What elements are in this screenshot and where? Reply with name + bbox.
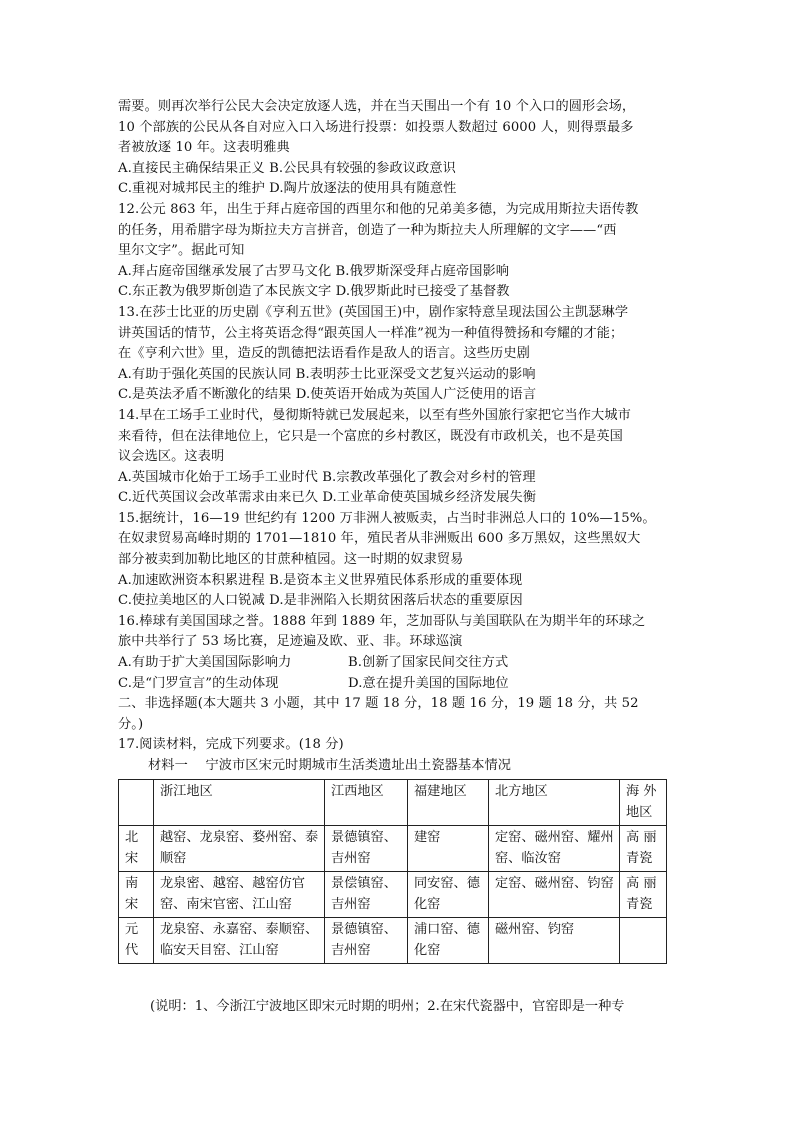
question-text-block [118, 97, 688, 653]
text-line: 来看待，但在法律地位上，它只是一个富庶的乡村教区，既没有市政机关，也不是英国 [118, 428, 623, 444]
table-header-cell: 浙江地区 [154, 779, 325, 825]
text-line: A.直接民主确保结果正义 B.公民具有较强的参政议政意识 [118, 160, 456, 176]
text-line: 10 个部族的公民从各自对应入口入场进行投票：如投票人数超过 6000 人，则得票最多 [118, 119, 634, 135]
table-header-row [119, 779, 667, 825]
text-line: 部分被卖到加勒比地区的甘蔗种植园。这一时期的奴隶贸易 [118, 552, 464, 568]
text-line: 15.据统计，16—19 世纪约有 1200 万非洲人被贩卖，占当时非洲总人口的 10%—15%。 [118, 510, 656, 526]
text-line: A.有助于强化英国的民族认同 B.表明莎士比亚深受文艺复兴运动的影响 [118, 366, 536, 382]
text-line: A.拜占庭帝国继承发展了古罗马文化 B.俄罗斯深受拜占庭帝国影响 [118, 263, 510, 279]
table-cell [620, 917, 667, 963]
table-header-cell [119, 779, 154, 825]
table-row [119, 825, 667, 871]
table-cell: 定窑、磁州窑、钧窑 [489, 871, 620, 917]
table-cell: 龙泉密、越窑、越窑仿官窑、南宋官密、江山窑 [154, 871, 325, 917]
table-header-cell: 海 外 地区 [620, 779, 667, 825]
text-line: C.东正教为俄罗斯创造了本民族文字 D.俄罗斯此时已接受了基督教 [118, 284, 510, 300]
table-cell: 定窑、磁州窑、耀州窑、临汝窑 [489, 825, 620, 871]
table-cell: 北 宋 [119, 825, 154, 871]
text-line: 12.公元 863 年，出生于拜占庭帝国的西里尔和他的兄弟美多德，为完成用斯拉夫语传教 [118, 201, 639, 217]
q16-options-row-2 [118, 674, 688, 695]
table-header-cell: 福建地区 [408, 779, 489, 825]
table-cell: 磁州窑、钧窑 [489, 917, 620, 963]
q16-option-b[interactable]: B.创新了国家民间交往方式 [348, 655, 509, 671]
text-line: 在《亨利六世》里，造反的凯德把法语看作是敌人的语言。这些历史剧 [118, 346, 530, 362]
text-line: C.重视对城邦民主的维护 D.陶片放逐法的使用具有随意性 [118, 181, 457, 197]
q16-option-a[interactable]: A.有助于扩大美国国际影响力 [118, 655, 292, 671]
table-cell: 元 代 [119, 917, 154, 963]
table-cell: 同安窑、德化窑 [408, 871, 489, 917]
text-line: 在奴隶贸易高峰时期的 1701—1810 年，殖民者从非洲贩出 600 多万黑奴，这些黑奴大 [118, 531, 641, 547]
text-line: C.使拉美地区的人口锐减 D.是非洲陷入长期贫困落后状态的重要原因 [118, 593, 523, 609]
text-line: C.是英法矛盾不断激化的结果 D.使英语开始成为英国人广泛使用的语言 [118, 387, 537, 403]
q16-options-row-1 [118, 653, 688, 674]
q16-option-c[interactable]: C.是“门罗宣言”的生动体现 [118, 675, 279, 691]
material-caption: 材料一 宁波市区宋元时期城市生活类遗址出土瓷器基本情况 [148, 758, 512, 773]
text-line: 里尔文字”。据此可知 [118, 243, 245, 259]
text-line: 16.棒球有美国国球之誉。1888 年到 1889 年，芝加哥队与美国联队在为期半年的环球之 [118, 613, 646, 629]
section-heading: 二、非选择题(本大题共 3 小题，其中 17 题 18 分，18 题 16 分，19 题 18 分，共 52 [118, 696, 639, 712]
question-17-intro: 17.阅读材料，完成下列要求。(18 分) [118, 737, 344, 753]
table-cell: 南 宋 [119, 871, 154, 917]
text-line: A.加速欧洲资本积累进程 B.是资本主义世界殖民体系形成的重要体现 [118, 572, 523, 588]
table-cell: 景德镇窑、吉州窑 [325, 917, 408, 963]
table-note: (说明：1、今浙江宁波地区即宋元时期的明州；2.在宋代瓷器中，官窑即是一种专 [150, 999, 625, 1014]
text-line: 需要。则再次举行公民大会决定放逐人选，并在当天围出一个有 10 个入口的圆形会场， [118, 99, 636, 114]
table-cell: 景偿镇窑、吉州窑 [325, 871, 408, 917]
table-cell: 越窑、龙泉窑、婺州窑、泰顺窑 [154, 825, 325, 871]
text-line: 13.在莎士比亚的历史剧《亨利五世》(英国国王)中，剧作家特意呈现法国公主凯瑟琳学 [118, 304, 629, 320]
table-cell: 景德镇窑、吉州窑 [325, 825, 408, 871]
section-heading-cont: 分。) [118, 716, 144, 732]
table-row [119, 917, 667, 963]
porcelain-table [118, 779, 667, 964]
text-line: 旅中共举行了 53 场比赛，足迹遍及欧、亚、非。环球巡演 [118, 634, 463, 650]
text-line: 的任务，用希腊字母为斯拉夫方言拼音，创造了一种为斯拉夫人所理解的文字——“西 [118, 222, 617, 238]
text-line: A.英国城市化始于工场手工业时代 B.宗教改革强化了教会对乡村的管理 [118, 469, 536, 485]
table-cell: 高 丽 青瓷 [620, 825, 667, 871]
table-cell: 龙泉窑、永嘉窑、泰顺窑、临安天目窑、江山窑 [154, 917, 325, 963]
table-cell: 浦口窑、德化窑 [408, 917, 489, 963]
exam-page [118, 97, 688, 964]
table-cell: 建窑 [408, 825, 489, 871]
table-header-cell: 北方地区 [489, 779, 620, 825]
table-header-cell: 江西地区 [325, 779, 408, 825]
q16-option-d[interactable]: D.意在提升美国的国际地位 [348, 675, 509, 691]
text-line: 议会选区。这表明 [118, 449, 225, 465]
text-line: 者被放逐 10 年。这表明雅典 [118, 140, 290, 156]
text-line: 讲英国话的情节，公主将英语念得“跟英国人一样准”视为一种值得赞扬和夸耀的才能； [118, 325, 624, 341]
text-line: C.近代英国议会改革需求由来已久 D.工业革命使英国城乡经济发展失衡 [118, 490, 537, 506]
text-line: 14.早在工场手工业时代，曼彻斯特就已发展起来，以至有些外国旅行家把它当作大城市 [118, 407, 631, 423]
table-row [119, 871, 667, 917]
table-cell: 高 丽 青瓷 [620, 871, 667, 917]
